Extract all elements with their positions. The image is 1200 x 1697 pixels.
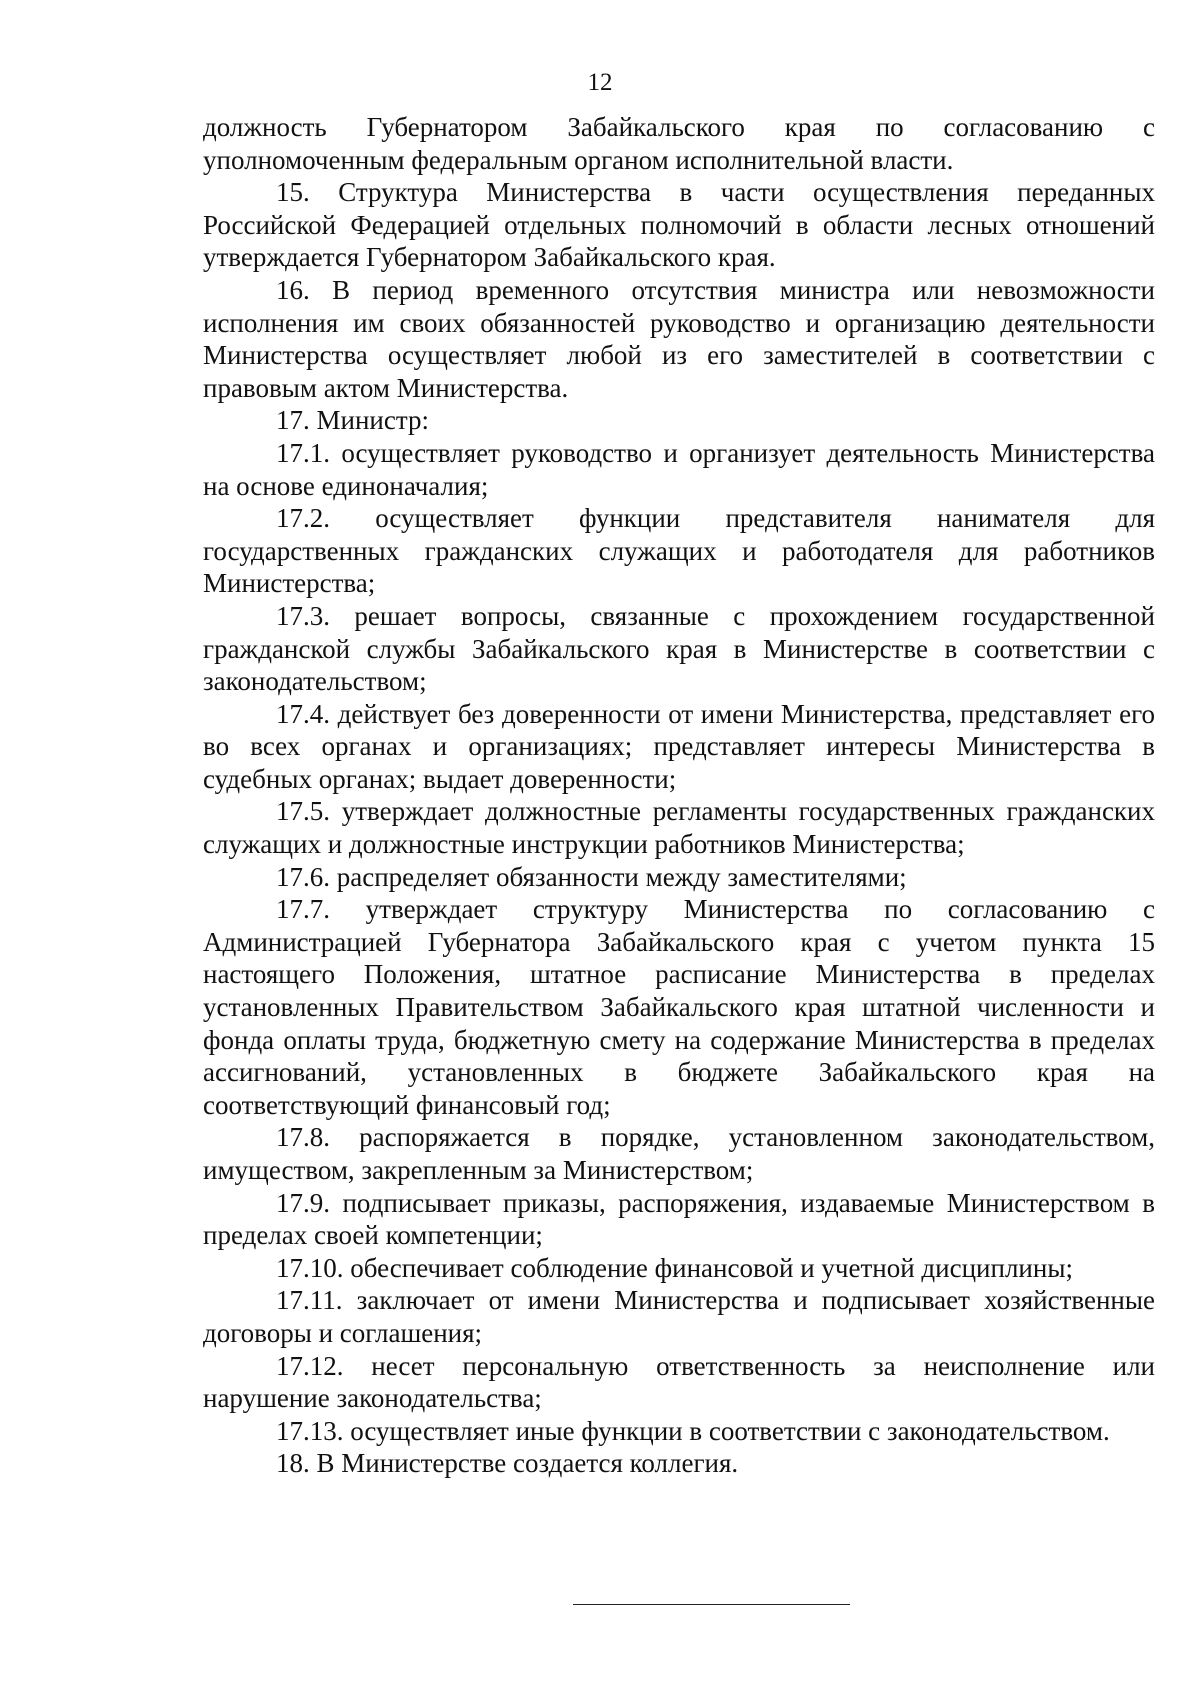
- paragraph-17-12: 17.12. несет персональную ответственность за неисполнение или нарушение законодательства;: [203, 1350, 1155, 1414]
- paragraph-18: 18. В Министерстве создается коллегия.: [276, 1448, 739, 1479]
- paragraph-17-4: 17.4. действует без доверенности от имени Министерства, представляет его во всех органах и организациях; представляет интересы Министерства в судебных органах; выдает доверенности;: [203, 698, 1155, 794]
- end-of-document-rule: [573, 1604, 850, 1605]
- paragraph-15: 15. Структура Министерства в части осуществления переданных Российской Федерацией отдельных полномочий в области лесных отношений утверждается Губернатором Забайкальского края.: [203, 177, 1155, 273]
- paragraph-continuation: должность Губернатором Забайкальского края по согласованию с уполномоченным федеральным органом исполнительной власти.: [203, 112, 1155, 175]
- paragraph-17-10: 17.10. обеспечивает соблюдение финансовой и учетной дисциплины;: [276, 1252, 1073, 1283]
- paragraph-17-6: 17.6. распределяет обязанности между заместителями;: [276, 861, 907, 892]
- paragraph-17-2: 17.2. осуществляет функции представителя нанимателя для государственных гражданских служащих и работодателя для работников Министерства;: [203, 503, 1155, 599]
- paragraph-16: 16. В период временного отсутствия министра или невозможности исполнения им своих обязанностей руководство и организацию деятельности Министерства осуществляет любой из его заместителей в соответствии с правовым актом Министерства.: [203, 274, 1155, 403]
- paragraph-17-11: 17.11. заключает от имени Министерства и подписывает хозяйственные договоры и соглашения;: [203, 1285, 1155, 1348]
- document-body: [203, 111, 1155, 1480]
- paragraph-17-5: 17.5. утверждает должностные регламенты государственных гражданских служащих и должностные инструкции работников Министерства;: [203, 796, 1155, 860]
- paragraph-17-9: 17.9. подписывает приказы, распоряжения, издаваемые Министерством в пределах своей компетенции;: [203, 1187, 1155, 1251]
- paragraph-17-7: 17.7. утверждает структуру Министерства по согласованию с Администрацией Губернатора Забайкальского края с учетом пункта 15 настоящего Положения, штатное расписание Министерства в пределах установленных Правительством Забайкальского края штатной численности и фонда оплаты труда, бюджетную смету на содержание Министерства в пределах ассигнований, установленных в бюджете Забайкальского края на соответствующий финансовый год;: [203, 894, 1155, 1120]
- paragraph-17-8: 17.8. распоряжается в порядке, установленном законодательством, имуществом, закрепленным за Министерством;: [203, 1122, 1155, 1185]
- paragraph-17: 17. Министр:: [276, 405, 429, 436]
- page-number: 12: [587, 69, 613, 96]
- paragraph-17-13: 17.13. осуществляет иные функции в соответствии с законодательством.: [276, 1415, 1110, 1446]
- paragraph-17-1: 17.1. осуществляет руководство и организует деятельность Министерства на основе единоначалия;: [203, 437, 1155, 501]
- paragraph-17-3: 17.3. решает вопросы, связанные с прохождением государственной гражданской службы Забайкальского края в Министерстве в соответствии с законодательством;: [203, 600, 1155, 697]
